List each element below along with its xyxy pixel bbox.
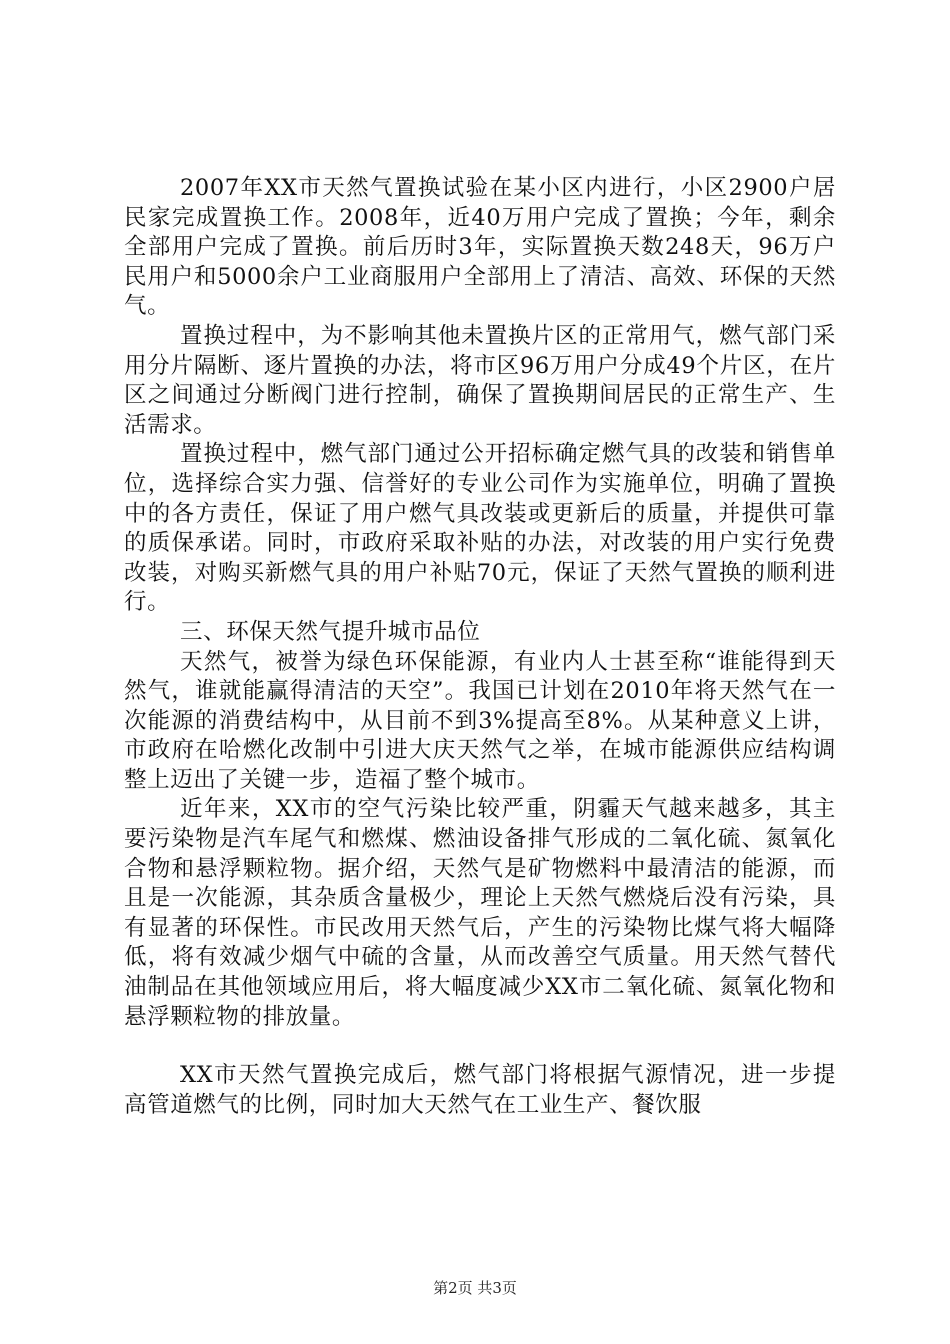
paragraph-zoned-replacement: 置换过程中，为不影响其他未置换片区的正常用气，燃气部门采用分片隔断、逐片置换的办法，将市区96万用户分成49个片区，在片区之间通过分断阀门进行控制，确保了置换期间居民的正常生产、生活需求。 [124, 322, 836, 438]
paragraph-replacement-timeline: 2007年XX市天然气置换试验在某小区内进行，小区2900户居民家完成置换工作。2008年，近40万用户完成了置换；今年，剩余全部用户完成了置换。前后历时3年，实际置换天数248天，96万户民用户和5000余户工业商服用户全部用上了清洁、高效、环保的天然气。 [124, 175, 836, 320]
paragraph-spacer [124, 1032, 836, 1061]
paragraph-green-energy: 天然气，被誉为绿色环保能源，有业内人士甚至称“谁能得到天然气，谁就能赢得清洁的天空”。我国已计划在2010年将天然气在一次能源的消费结构中，从目前不到3%提高至8%。从某种意义上讲，市政府在哈燃化改制中引进大庆天然气之举，在城市能源供应结构调整上迈出了关键一步，造福了整个城市。 [124, 648, 836, 793]
document-body [124, 174, 836, 1120]
page-number-footer: 第2页 共3页 [433, 1279, 517, 1297]
paragraph-air-pollution: 近年来，XX市的空气污染比较严重，阴霾天气越来越多，其主要污染物是汽车尾气和燃煤、燃油设备排气形成的二氧化硫、氮氧化合物和悬浮颗粒物。据介绍，天然气是矿物燃料中最清洁的能源，而且是一次能源，其杂质含量极少，理论上天然气燃烧后没有污染，具有显著的环保性。市民改用天然气后，产生的污染物比煤气将大幅降低，将有效减少烟气中硫的含量，从而改善空气质量。用天然气替代油制品在其他领域应用后，将大幅度减少XX市二氧化硫、氮氧化物和悬浮颗粒物的排放量。 [124, 796, 836, 1030]
section-heading: 三、环保天然气提升城市品位 [180, 618, 481, 645]
paragraph-closing: XX市天然气置换完成后，燃气部门将根据气源情况，进一步提高管道燃气的比例，同时加大天然气在工业生产、餐饮服 [124, 1062, 836, 1118]
paragraph-appliance-retrofit: 置换过程中，燃气部门通过公开招标确定燃气具的改装和销售单位，选择综合实力强、信誉好的专业公司作为实施单位，明确了置换中的各方责任，保证了用户燃气具改装或更新后的质量，并提供可靠的质保承诺。同时，市政府采取补贴的办法，对改装的用户实行免费改装，对购买新燃气具的用户补贴70元，保证了天然气置换的顺利进行。 [124, 441, 836, 616]
